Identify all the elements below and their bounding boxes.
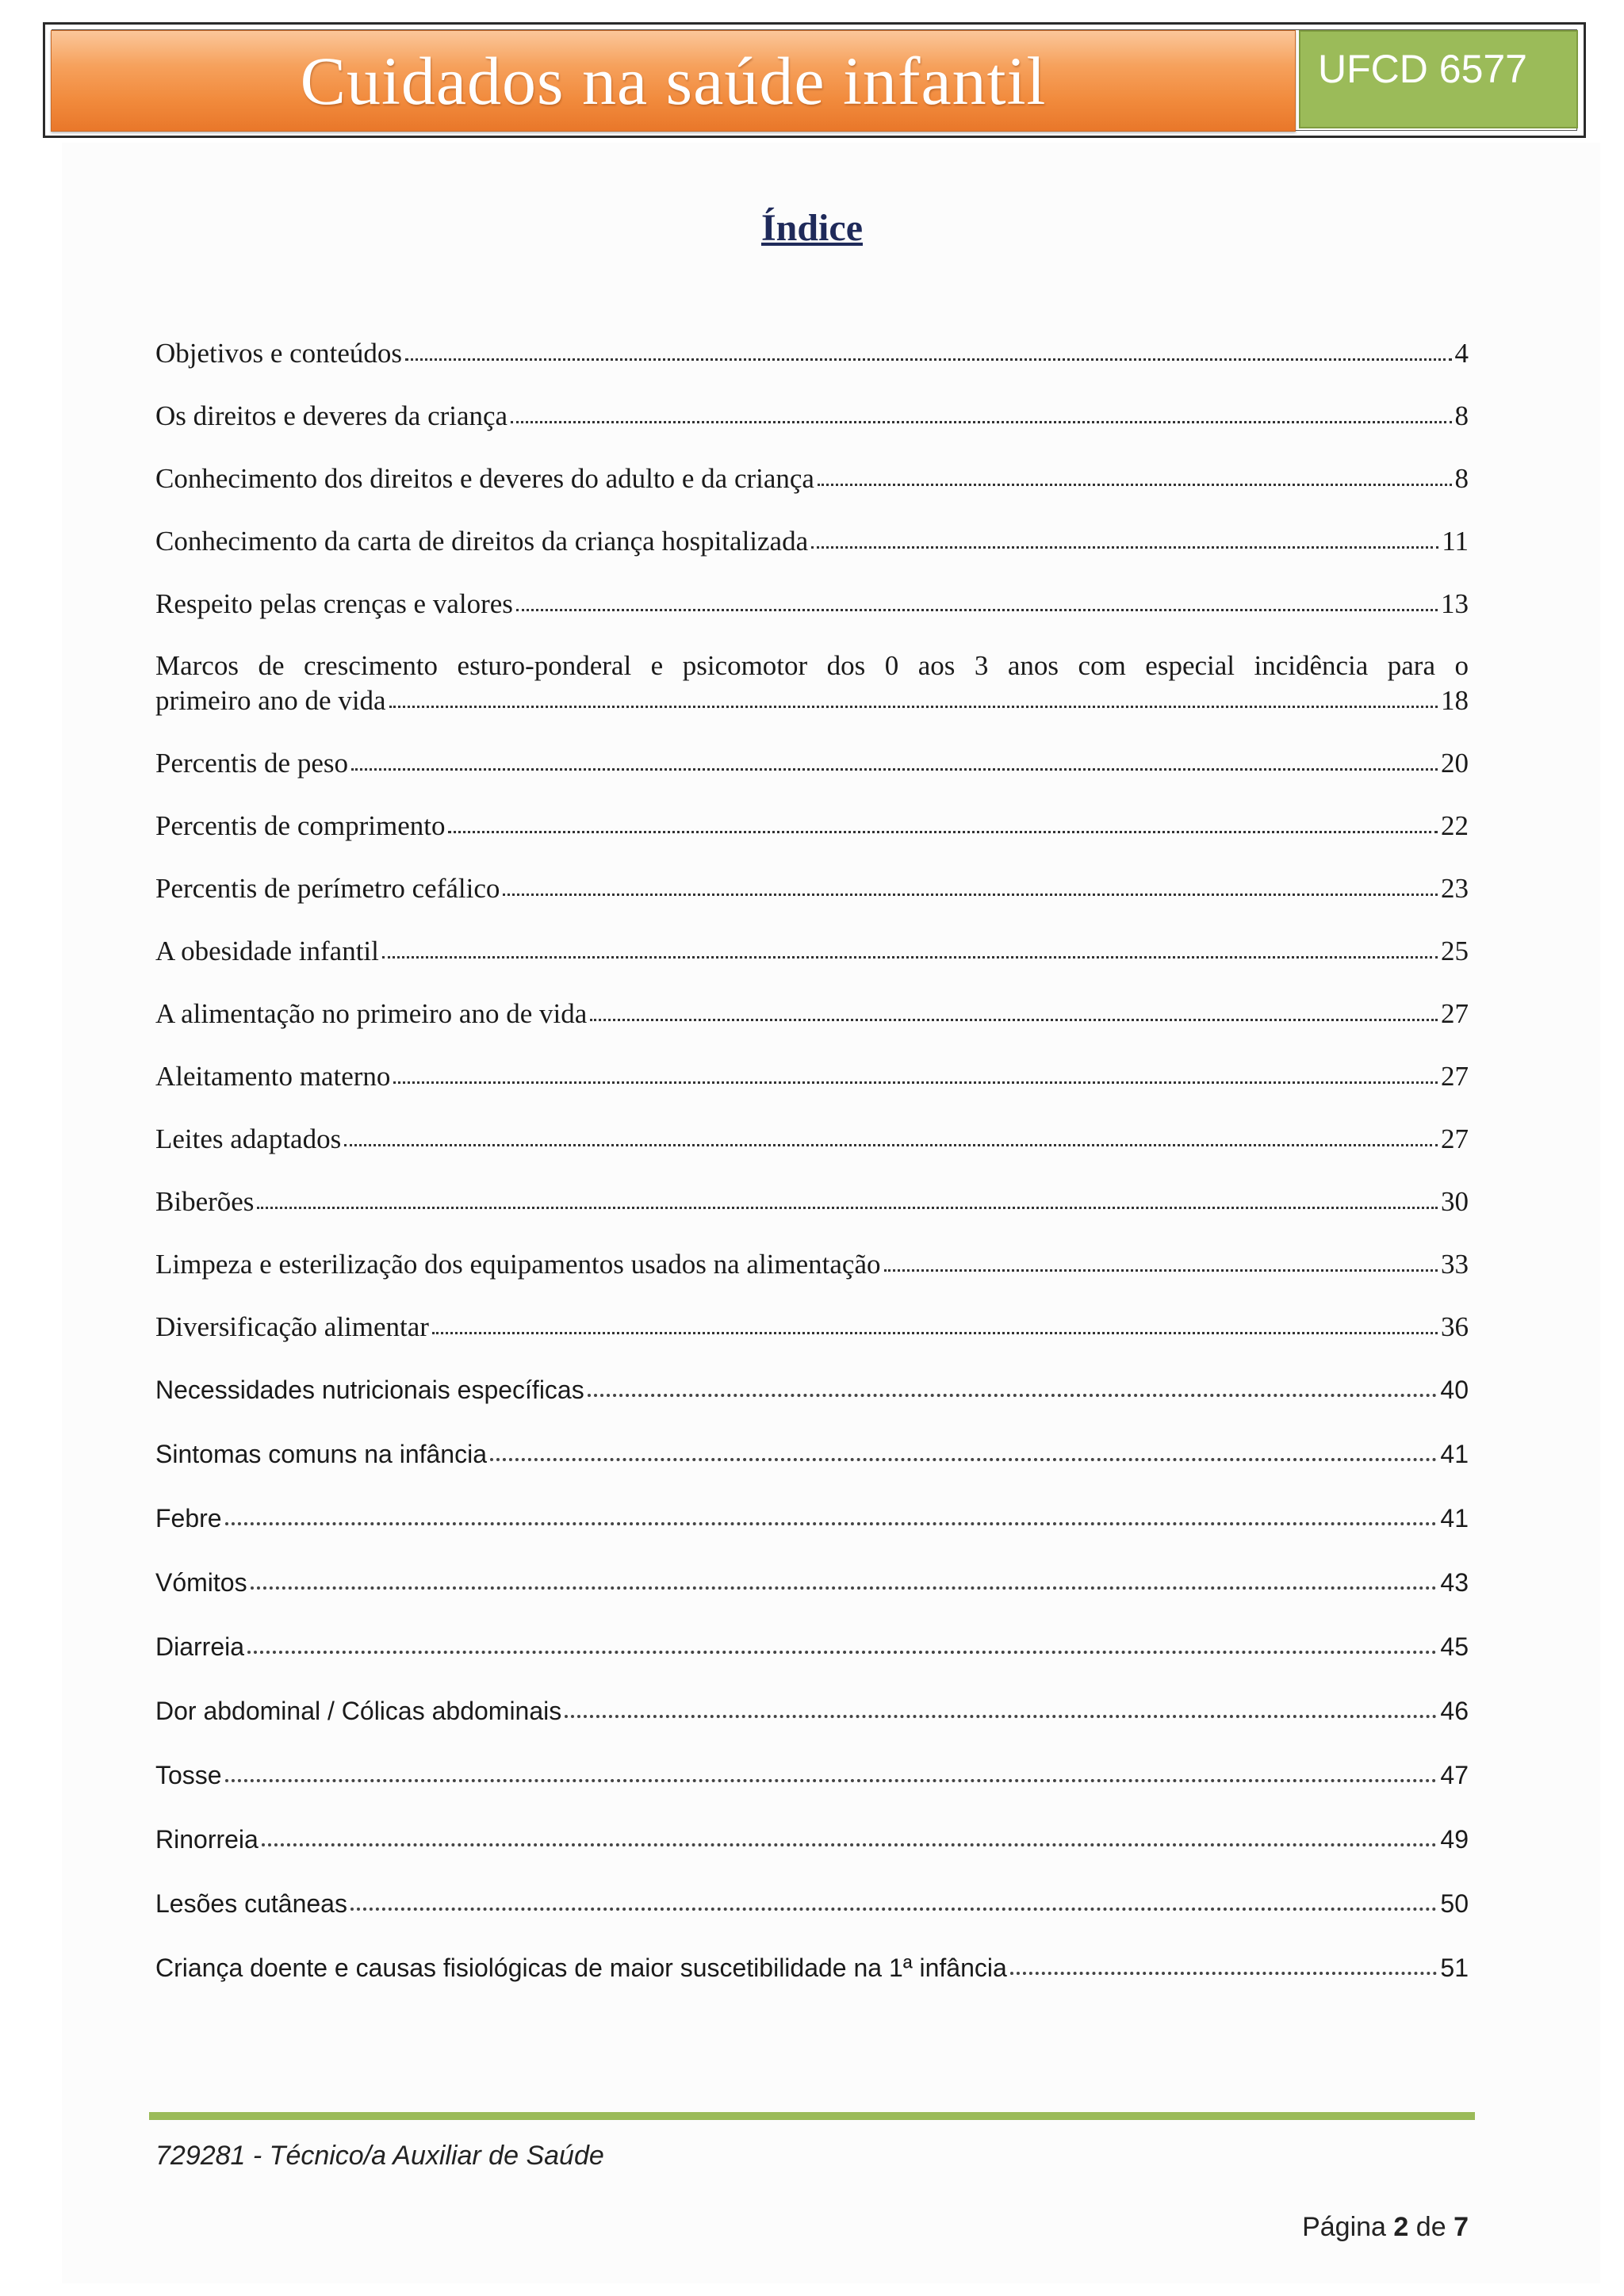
toc-leader-dots <box>389 705 1438 708</box>
toc-entry-page: 41 <box>1440 1504 1469 1533</box>
toc-entry-label: Vómitos <box>155 1568 247 1597</box>
toc-entry[interactable] <box>155 809 1469 844</box>
toc-entry-label: Sintomas comuns na infância <box>155 1440 487 1468</box>
toc-entry[interactable] <box>155 1950 1469 1985</box>
toc-leader-dots <box>432 1331 1438 1334</box>
toc-entry-page: 33 <box>1441 1249 1469 1280</box>
footer-divider <box>149 2112 1475 2120</box>
toc-leader-dots <box>590 1018 1438 1021</box>
toc-heading: Índice <box>760 207 863 249</box>
toc-entry-page: 8 <box>1454 400 1469 431</box>
toc-leader-dots <box>393 1081 1438 1084</box>
page-label: Página <box>1302 2212 1386 2242</box>
toc-leader-dots <box>490 1458 1437 1461</box>
toc-entry-label: Leites adaptados <box>155 1123 342 1154</box>
toc-entry-label: Dor abdominal / Cólicas abdominais <box>155 1697 562 1725</box>
page-current: 2 <box>1393 2212 1409 2242</box>
toc-entry-page: 13 <box>1441 588 1469 619</box>
toc-leader-dots <box>818 483 1452 486</box>
toc-entry[interactable] <box>155 1501 1469 1536</box>
toc-leader-dots <box>351 767 1438 771</box>
toc-entry-page: 27 <box>1441 1061 1469 1092</box>
toc-entry[interactable] <box>155 1886 1469 1921</box>
toc-leader-dots <box>225 1779 1438 1782</box>
toc-entry-page: 30 <box>1441 1186 1469 1217</box>
toc-entry-label: Diarreia <box>155 1632 245 1661</box>
toc-entry-label: Aleitamento materno <box>155 1061 391 1092</box>
toc-leader-dots <box>511 420 1451 423</box>
toc-entry[interactable] <box>155 1059 1469 1094</box>
toc-entry-page: 20 <box>1441 748 1469 779</box>
toc-leader-dots <box>503 893 1438 896</box>
toc-entry-page: 18 <box>1441 685 1469 716</box>
toc-entry[interactable] <box>155 1822 1469 1857</box>
toc-entry-page: 50 <box>1440 1889 1469 1918</box>
toc-entry-label: Criança doente e causas fisiológicas de maior suscetibilidade na 1ª infância <box>155 1954 1007 1982</box>
toc-entry[interactable] <box>155 1122 1469 1157</box>
toc-leader-dots <box>811 545 1438 549</box>
toc-entry-label: Limpeza e esterilização dos equipamentos usados na alimentação <box>155 1249 881 1280</box>
toc-entry-label: Respeito pelas crenças e valores <box>155 588 513 619</box>
toc-entry[interactable] <box>155 871 1469 906</box>
toc-entry[interactable] <box>155 934 1469 969</box>
toc-entry-label: Percentis de comprimento <box>155 810 446 841</box>
toc-leader-dots <box>247 1651 1437 1654</box>
footer-course-name: 729281 - Técnico/a Auxiliar de Saúde <box>155 2141 604 2171</box>
toc-entry-label: Os direitos e deveres da criança <box>155 400 508 431</box>
toc-entry-label: Percentis de perímetro cefálico <box>155 873 500 904</box>
toc-entry-label: Marcos de crescimento esturo-ponderal e psicomotor dos 0 aos 3 anos com especial incidência para o <box>155 650 1469 681</box>
toc-entry-page: 27 <box>1441 998 1469 1029</box>
toc-entry-page: 22 <box>1441 810 1469 841</box>
toc-entry[interactable] <box>155 587 1469 622</box>
toc-entry-page: 45 <box>1440 1632 1469 1661</box>
toc-entry-label: Rinorreia <box>155 1825 259 1854</box>
toc-entry[interactable] <box>155 1437 1469 1471</box>
toc-entry-page: 11 <box>1442 526 1469 557</box>
toc-entry[interactable] <box>155 336 1469 371</box>
toc-leader-dots <box>405 358 1451 361</box>
toc-entry-label: Objetivos e conteúdos <box>155 338 403 369</box>
toc-entry[interactable] <box>155 1693 1469 1728</box>
toc-entry-label: Tosse <box>155 1761 222 1789</box>
toc-entry-page: 46 <box>1440 1697 1469 1725</box>
toc-leader-dots <box>350 1908 1437 1911</box>
toc-entry[interactable] <box>155 1372 1469 1407</box>
toc-entry-label: A obesidade infantil <box>155 936 379 966</box>
toc-entry-label: Conhecimento da carta de direitos da criança hospitalizada <box>155 526 809 557</box>
toc-leader-dots <box>1010 1972 1438 1975</box>
toc-leader-dots <box>225 1522 1438 1525</box>
toc-leader-dots <box>516 608 1438 611</box>
toc-entry-page: 4 <box>1454 338 1469 369</box>
toc-leader-dots <box>448 830 1438 833</box>
toc-entry-page: 8 <box>1454 463 1469 494</box>
toc-entry-label: Lesões cutâneas <box>155 1889 347 1918</box>
toc-leader-dots <box>884 1269 1438 1272</box>
course-code: UFCD 6577 <box>1318 47 1527 91</box>
toc-entry-label: Biberões <box>155 1186 255 1217</box>
toc-entry[interactable] <box>155 746 1469 781</box>
toc-entry-page: 43 <box>1440 1568 1469 1597</box>
toc-entry-label-continued: primeiro ano de vida <box>155 685 386 716</box>
toc-entry[interactable] <box>155 1758 1469 1793</box>
toc-entry-page: 47 <box>1440 1761 1469 1789</box>
toc-entry[interactable] <box>155 997 1469 1031</box>
toc-entry-label: Febre <box>155 1504 222 1533</box>
toc-entry[interactable] <box>155 649 1469 718</box>
page-of: de <box>1415 2212 1446 2242</box>
toc-entry-page: 23 <box>1441 873 1469 904</box>
document-title: Cuidados na saúde infantil <box>300 43 1047 119</box>
toc-entry[interactable] <box>155 1184 1469 1219</box>
toc-leader-dots <box>251 1586 1438 1590</box>
toc-leader-dots <box>382 955 1438 959</box>
toc-entry-page: 36 <box>1441 1311 1469 1342</box>
toc-entry[interactable] <box>155 1565 1469 1600</box>
toc-entry-page: 25 <box>1441 936 1469 966</box>
toc-entry[interactable] <box>155 1247 1469 1282</box>
toc-leader-dots <box>262 1843 1438 1846</box>
toc-entry-page: 51 <box>1440 1954 1469 1982</box>
toc-entry-label: A alimentação no primeiro ano de vida <box>155 998 588 1029</box>
toc-leader-dots <box>565 1715 1437 1718</box>
toc-entry-label: Percentis de peso <box>155 748 348 779</box>
toc-entry-label: Conhecimento dos direitos e deveres do adulto e da criança <box>155 463 814 494</box>
toc-entry-label: Diversificação alimentar <box>155 1311 429 1342</box>
toc-entry-label: Necessidades nutricionais específicas <box>155 1376 584 1404</box>
toc-leader-dots <box>257 1206 1438 1209</box>
toc-entry[interactable] <box>155 1629 1469 1664</box>
toc-entry-page: 41 <box>1440 1440 1469 1468</box>
toc-entry[interactable] <box>155 461 1469 496</box>
page-number <box>1302 2212 1469 2243</box>
page-total: 7 <box>1454 2212 1469 2242</box>
toc-entry[interactable] <box>155 524 1469 559</box>
toc-entry[interactable] <box>155 399 1469 434</box>
header-title-banner <box>51 30 1296 132</box>
toc-entry-page: 27 <box>1441 1123 1469 1154</box>
toc-entry-page: 49 <box>1440 1825 1469 1854</box>
toc-entry[interactable] <box>155 1310 1469 1345</box>
toc-leader-dots <box>588 1394 1438 1397</box>
toc-leader-dots <box>344 1143 1438 1146</box>
course-code-box <box>1299 30 1578 128</box>
toc-entry-page: 40 <box>1440 1376 1469 1404</box>
